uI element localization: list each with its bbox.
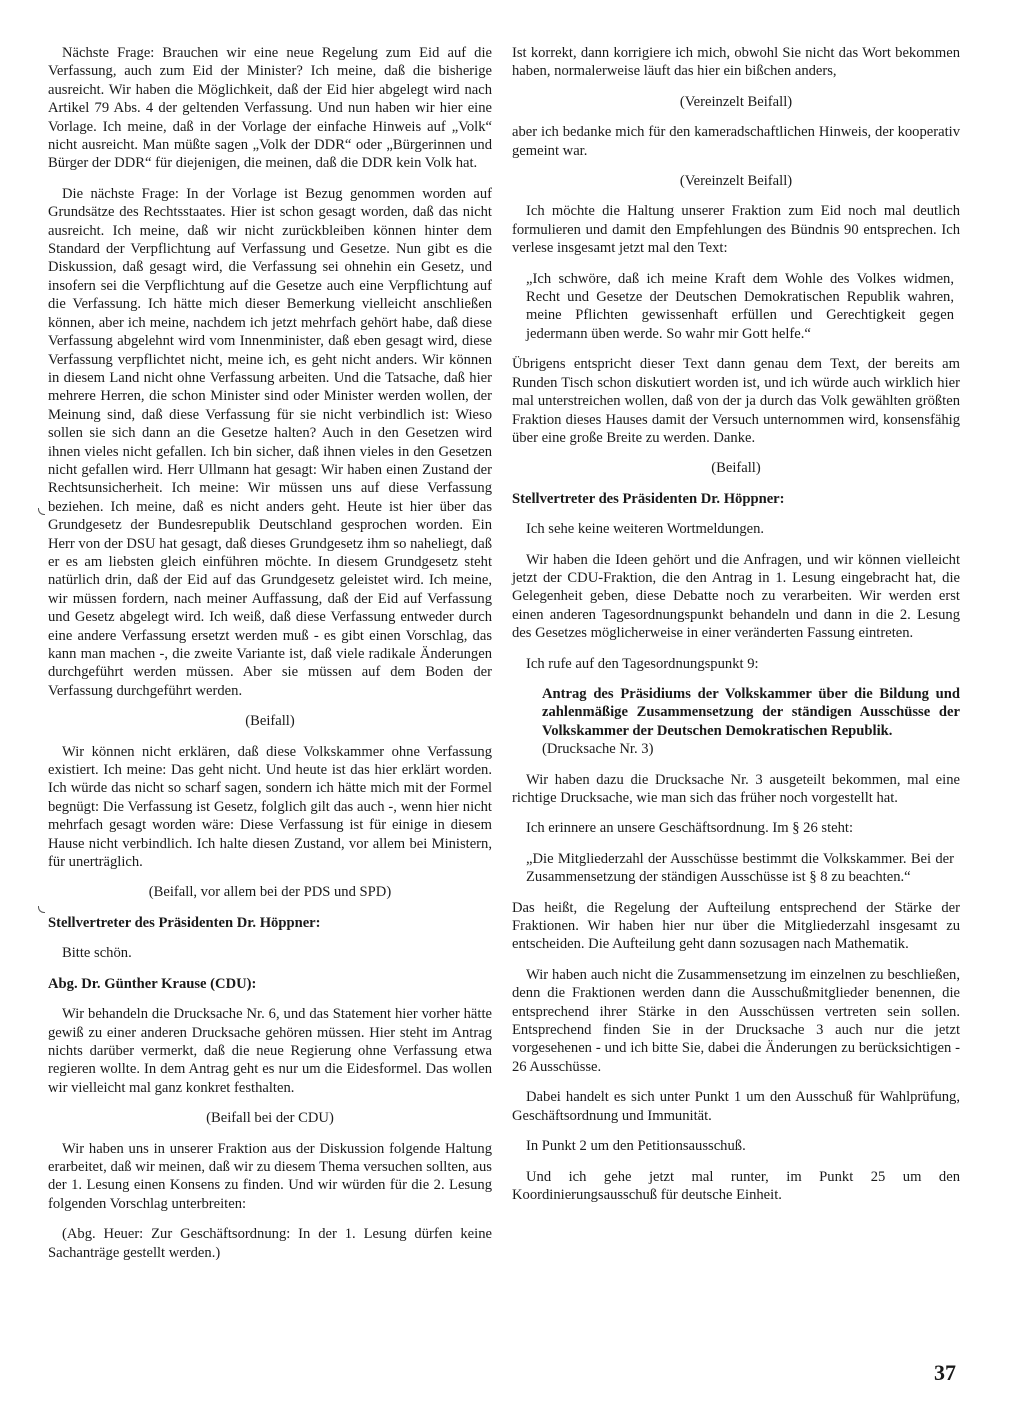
paragraph: Die nächste Frage: In der Vorlage ist Bezug genommen worden auf Grundsätze des Rechtsstaates. Hier ist schon gesagt worden, daß das nicht ausreicht. Ich meine, daß wir nicht zurückbleiben können hinter dem Standard der Verpflichtung auf Verfassung und Gesetze. Nun gibt es die Diskussion, daß gesagt wird, die Verfassung sei ohnehin ein Gesetz, und insofern sei die Verpflichtung auf die Gesetze auch eine Verpflichtung auf die Verfassung. Ich hätte mich dieser Bemerkung vielleicht anschließen können, aber ich meine, nachdem ich jetzt mehrfach gehört habe, daß diese Verfassung abgelehnt wird vom Innenminister, daß eben gesagt wird, diese Verfassung verpflichtet nicht, meine ich, es geht nicht anders. Wir können in diesem Land nicht ohne Verfassung arbeiten. Und die Tatsache, daß hier mehrere Herren, die schon Minister sind oder Minister werden wollen, der Meinung sind, daß diese Verfassung für sie nicht verbindlich ist: Wieso sollen sie sich dann an die Gesetze halten? Auch in den Gesetzen wird ihnen vieles nicht gefallen. Ich bin sicher, daß ihnen vieles in den Gesetzen nicht gefallen wird. Herr Ullmann hat gesagt: Wir haben einen Zustand der Rechtsunsicherheit. Ich meine: Wir müssen uns auf diese Verfassung beziehen. Ich meine, daß es nicht anders geht. Heute ist hier über das Grundgesetz der Bundesrepublik Deutschland gesprochen worden. Ein Herr von der DSU hat gesagt, daß dieses Grundgesetz ihm so naheliegt, daß er es am liebsten gleich einführen möchte. In diesem Grundgesetz steht natürlich drin, daß der Eid auf das Grundgesetz geleistet wird. Ich meine, wir müssen fordern, nach meiner Auffassung, daß der Eid auf Verfassung und Gesetz abgelegt wird. Ich weiß, daß diese Verfassung entweder durch eine andere Verfassung ersetzt werden muß - es gibt einen Vorschlag, das kann man machen -, die zweite Variante ist, daß viele radikale Änderungen durchgeführt werden müssen. Aber sie müssen auf dem Boden der Verfassung durchgeführt werden.: [48, 185, 492, 699]
paragraph: Wir behandeln die Drucksache Nr. 6, und das Statement hier vorher hätte gewiß zu einer anderen Drucksache gehören müssen. Hier steht im Antrag nichts darüber vermerkt, daß die neue Regierung ohne Verfassung etwa regieren wollte. In dem Antrag geht es nur um die Eidesformel. Das wollen wir vielleicht mal ganz konkret festhalten.: [48, 1006, 492, 1096]
applause-note: (Beifall, vor allem bei der PDS und SPD): [148, 884, 392, 901]
paragraph: Wir können nicht erklären, daß diese Volkskammer ohne Verfassung existiert. Ich meine: Das geht nicht. Und heute ist das hier erklärt worden. Ich würde das nicht so scharf sagen, sondern ich hätte mich mit der Formel begnügt: Die Verfassung ist Gesetz, folglich gilt das auch -, wenn hier nicht mehrfach gesagt worden wäre: Diese Verfassung ist für einige in diesem Hause nicht verbindlich. Ich halte diesen Zustand, vor allem bei Ministern, für unerträglich.: [48, 743, 492, 871]
applause-note: (Vereinzelt Beifall): [679, 93, 793, 110]
paragraph: Bitte schön.: [62, 945, 132, 962]
paragraph: Wir haben dazu die Drucksache Nr. 3 ausgeteilt bekommen, mal eine richtige Drucksache, wie man sich das früher noch vorgestellt hat.: [512, 771, 960, 806]
paragraph: Ich sehe keine weiteren Wortmeldungen.: [526, 521, 765, 538]
paragraph: Ich rufe auf den Tagesordnungspunkt 9:: [526, 655, 759, 672]
paragraph: Und ich gehe jetzt mal runter, im Punkt 25 um den Koordinierungsausschuß für deutsche Einheit.: [512, 1168, 960, 1203]
right-column: [512, 44, 960, 1216]
agenda-item-reference: (Drucksache Nr. 3): [542, 741, 654, 758]
applause-note: (Beifall): [245, 713, 295, 730]
paragraph: In Punkt 2 um den Petitionsausschuß.: [526, 1138, 746, 1155]
agenda-item: [542, 685, 960, 759]
applause-note: (Beifall bei der CDU): [206, 1110, 334, 1127]
paragraph: Dabei handelt es sich unter Punkt 1 um den Ausschuß für Wahlprüfung, Geschäftsordnung und Immunität.: [512, 1089, 960, 1124]
paragraph: Ist korrekt, dann korrigiere ich mich, obwohl Sie nicht das Wort bekommen haben, normalerweise läuft das hier ein bißchen anders,: [512, 45, 960, 80]
paragraph: Nächste Frage: Brauchen wir eine neue Regelung zum Eid auf die Verfassung, auch zum Eid der Minister? Ich meine, daß die bisherige ausreicht. Wir haben die Möglichkeit, daß der Eid hier abgelegt wird nach Artikel 79 Abs. 4 der geltenden Verfassung. Und nun haben wir hier eine Vorlage. Ich meine, daß in der Vorlage der einfache Hinweis auf „Volk“ nicht ausreicht. Man müßte sagen „Volk der DDR“ oder „Bürgerinnen und Bürger der DDR“ für diejenigen, die meinen, daß die DDR kein Volk hat.: [48, 45, 492, 172]
agenda-item-title: Antrag des Präsidiums der Volkskammer über die Bildung und zahlenmäßige Zusammensetzung der ständigen Ausschüsse der Volkskammer der Deutschen Demokratischen Republik.: [542, 685, 960, 739]
speaker-heading: Abg. Dr. Günther Krause (CDU):: [48, 975, 257, 992]
paragraph: Wir haben uns in unserer Fraktion aus der Diskussion folgende Haltung erarbeitet, daß wir meinen, daß wir zu diesem Thema versuchen sollten, aus der 1. Lesung einen Konsens zu finden. Und wir würden für die 2. Lesung folgenden Vorschlag unterbreiten:: [48, 1140, 492, 1212]
paragraph: Wir haben auch nicht die Zusammensetzung im einzelnen zu beschließen, denn die Fraktionen werden dann die Ausschußmitglieder benennen, die entsprechend ihrer Stärke in den Ausschüssen vertreten sein sollen. Entsprechend finden Sie in der Drucksache 3 auch nur die jetzt vorgesehenen - und ich bitte Sie, dabei die Änderungen zu berücksichtigen - 26 Ausschüsse.: [512, 966, 960, 1075]
paragraph: Das heißt, die Regelung der Aufteilung entsprechend der Stärke der Fraktionen. Wir haben hier nur über die Mitgliederzahl insgesamt zu entscheiden. Die Aufteilung geht dann sozusagen nach Mathematik.: [512, 899, 960, 953]
paragraph: Ich möchte die Haltung unserer Fraktion zum Eid noch mal deutlich formulieren und damit den Empfehlungen des Bündnis 90 entsprechen. Ich verlese insgesamt jetzt mal den Text:: [512, 203, 960, 257]
scan-mark: [38, 508, 45, 515]
scan-mark: [38, 906, 45, 913]
paragraph: Übrigens entspricht dieser Text dann genau dem Text, der bereits am Runden Tisch schon diskutiert worden ist, und ich würde auch wirklich hier mal unterstreichen wollen, daß von der ja durch das Volk gewählten größten Fraktion dieses Hauses damit der Versuch unternommen wird, konsensfähig über eine große Breite zu werden. Danke.: [512, 356, 960, 446]
applause-note: (Beifall): [711, 460, 761, 477]
applause-note: (Vereinzelt Beifall): [679, 173, 793, 190]
rules-quote: „Die Mitgliederzahl der Ausschüsse bestimmt die Volkskammer. Bei der Zusammensetzung der ständigen Ausschüsse ist § 8 zu beachten.“: [526, 850, 954, 886]
paragraph: aber ich bedanke mich für den kameradschaftlichen Hinweis, der kooperativ gemeint war.: [512, 124, 960, 159]
left-column: [48, 44, 492, 1274]
interjection: (Abg. Heuer: Zur Geschäftsordnung: In der 1. Lesung dürfen keine Sachanträge gestellt werden.): [48, 1226, 492, 1261]
paragraph: Ich erinnere an unsere Geschäftsordnung. Im § 26 steht:: [526, 820, 854, 837]
speaker-heading: Stellvertreter des Präsidenten Dr. Höppner:: [48, 914, 321, 931]
page-number: 37: [934, 1360, 956, 1385]
paragraph: Wir haben die Ideen gehört und die Anfragen, und wir können vielleicht jetzt der CDU-Fraktion, die den Antrag in 1. Lesung eingebracht hat, die Gelegenheit geben, diese Debatte noch zu verarbeiten. Wir werden erst einen anderen Tagesordnungspunkt behandeln und dann in die 2. Lesung des Gesetzes möglicherweise in einer veränderten Fassung eintreten.: [512, 551, 960, 642]
speaker-heading: Stellvertreter des Präsidenten Dr. Höppner:: [512, 490, 785, 507]
oath-quote: „Ich schwöre, daß ich meine Kraft dem Wohle des Volkes widmen, Recht und Gesetze der Deutschen Demokratischen Republik wahren, meine Pflichten gewissenhaft erfüllen und Gerechtigkeit gegen jedermann üben werde. So wahr mir Gott helfe.“: [526, 270, 954, 342]
